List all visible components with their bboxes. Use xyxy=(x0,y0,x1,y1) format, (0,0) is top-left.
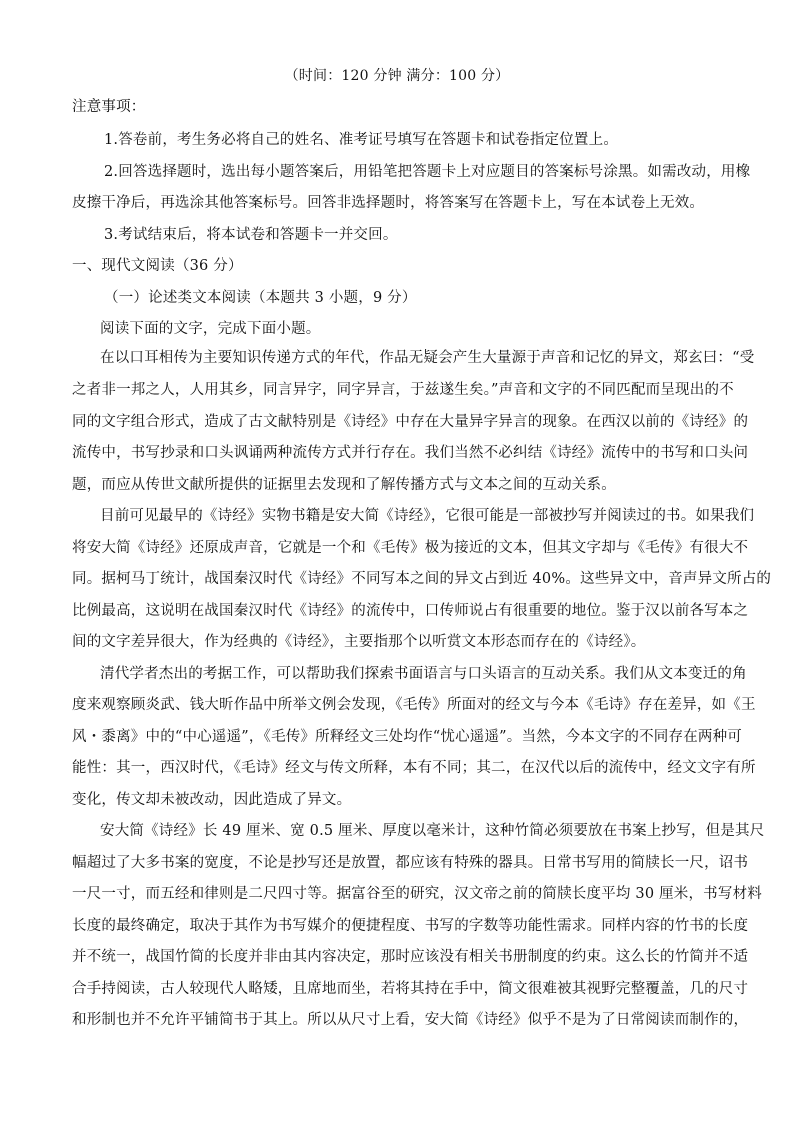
passage-line: 风・黍离》中的“中心遥遥”，《毛传》所释经文三处均作“忧心遥遥”。当然，今本文字的不同存在两种可 xyxy=(72,729,742,745)
passage-line: 安大简《诗经》长 49 厘米、宽 0.5 厘米、厚度以毫米计，这种竹简必须要放在书案上抄写，但是其尺 xyxy=(100,823,765,839)
passage-line: 幅超过了大多书案的宽度，不论是抄写还是放置，都应该有特殊的器具。日常书写用的简牍长一尺，诏书 xyxy=(72,855,749,871)
passage-line: 目前可见最早的《诗经》实物书籍是安大简《诗经》，它很可能是一部被抄写并阅读过的书。如果我们 xyxy=(100,508,755,524)
passage-line: 同。据柯马丁统计，战国秦汉时代《诗经》不同写本之间的异文占到近 40%。这些异文中，音声异文所占的 xyxy=(72,571,772,587)
section-1-title: 一、现代文阅读（36 分） xyxy=(72,258,243,274)
passage-line: 之者非一邦之人，人用其乡，同言异字，同字异言，于兹遂生矣。”声音和文字的不同匹配而呈现出的不 xyxy=(72,382,734,398)
passage-line: 能性：其一，西汉时代，《毛诗》经文与传文所释，本有不同；其二，在汉代以后的流传中，经文文字有所 xyxy=(72,760,756,776)
passage-line: 度来观察顾炎武、钱大昕作品中所举文例会发现，《毛传》所面对的经文与今本《毛诗》存在差异，如《王 xyxy=(72,697,756,713)
passage-line: 并不统一，战国竹简的长度并非由其内容决定，那时应该没有相关书册制度的约束。这么长的竹简并不适 xyxy=(72,949,749,965)
notice-item-2-line-1: 2.回答选择题时，选出每小题答案后，用铅笔把答题卡上对应题目的答案标号涂黑。如需改动，用橡 xyxy=(104,164,751,180)
passage-line: 题，而应从传世文献所提供的证据里去发现和了解传播方式与文本之间的互动关系。 xyxy=(72,477,616,493)
passage-line: 将安大简《诗经》还原成声音，它就是一个和《毛传》极为接近的文本，但其文字却与《毛传》有很大不 xyxy=(72,540,749,556)
time-score-header: （时间：120 分钟 满分：100 分） xyxy=(284,68,510,84)
subsection-title: （一）论述类文本阅读（本题共 3 小题，9 分） xyxy=(104,290,417,306)
passage-line: 流传中，书写抄录和口头讽诵两种流传方式并行存在。我们当然不必纠结《诗经》流传中的书写和口头问 xyxy=(72,445,749,461)
passage-line: 长度的最终确定，取决于其作为书写媒介的便捷程度、书写的字数等功能性需求。同样内容的竹书的长度 xyxy=(72,918,749,934)
passage-line: 比例最高，这说明在战国秦汉时代《诗经》的流传中，口传师说占有很重要的地位。鉴于汉以前各写本之 xyxy=(72,603,749,619)
passage-line: 和形制也并不允许平铺简书于其上。所以从尺寸上看，安大简《诗经》似乎不是为了日常阅读而制作的， xyxy=(72,1012,749,1028)
notice-item-2-line-2: 皮擦干净后，再选涂其他答案标号。回答非选择题时，将答案写在答题卡上，写在本试卷上无效。 xyxy=(72,195,705,211)
passage-line: 变化，传文却未被改动，因此造成了异文。 xyxy=(72,792,352,808)
passage-line: 间的文字差异很大，作为经典的《诗经》，主要指那个以听赏文本形态而存在的《诗经》。 xyxy=(72,634,646,650)
passage-line: 合手持阅读，古人较现代人略矮，且席地而坐，若将其持在手中，简文很难被其视野完整覆盖，几的尺寸 xyxy=(72,981,749,997)
notice-item-3: 3.考试结束后，将本试卷和答题卡一并交回。 xyxy=(104,227,398,243)
passage-line: 一尺一寸，而五经和律则是二尺四寸等。据富谷至的研究，汉文帝之前的简牍长度平均 30 厘米，书写材料 xyxy=(72,886,762,902)
reading-instruction: 阅读下面的文字，完成下面小题。 xyxy=(100,321,321,337)
passage-line: 在以口耳相传为主要知识传递方式的年代，作品无疑会产生大量源于声音和记忆的异文，郑玄曰：“受 xyxy=(100,350,755,366)
notice-item-1: 1.答卷前，考生务必将自己的姓名、准考证号填写在答题卡和试卷指定位置上。 xyxy=(104,132,619,148)
passage-line: 同的文字组合形式，造成了古文献特别是《诗经》中存在大量异字异言的现象。在西汉以前的《诗经》的 xyxy=(72,414,749,430)
passage-line: 清代学者杰出的考据工作，可以帮助我们探索书面语言与口头语言的互动关系。我们从文本变迁的角 xyxy=(100,666,747,682)
notice-title: 注意事项： xyxy=(72,99,146,115)
